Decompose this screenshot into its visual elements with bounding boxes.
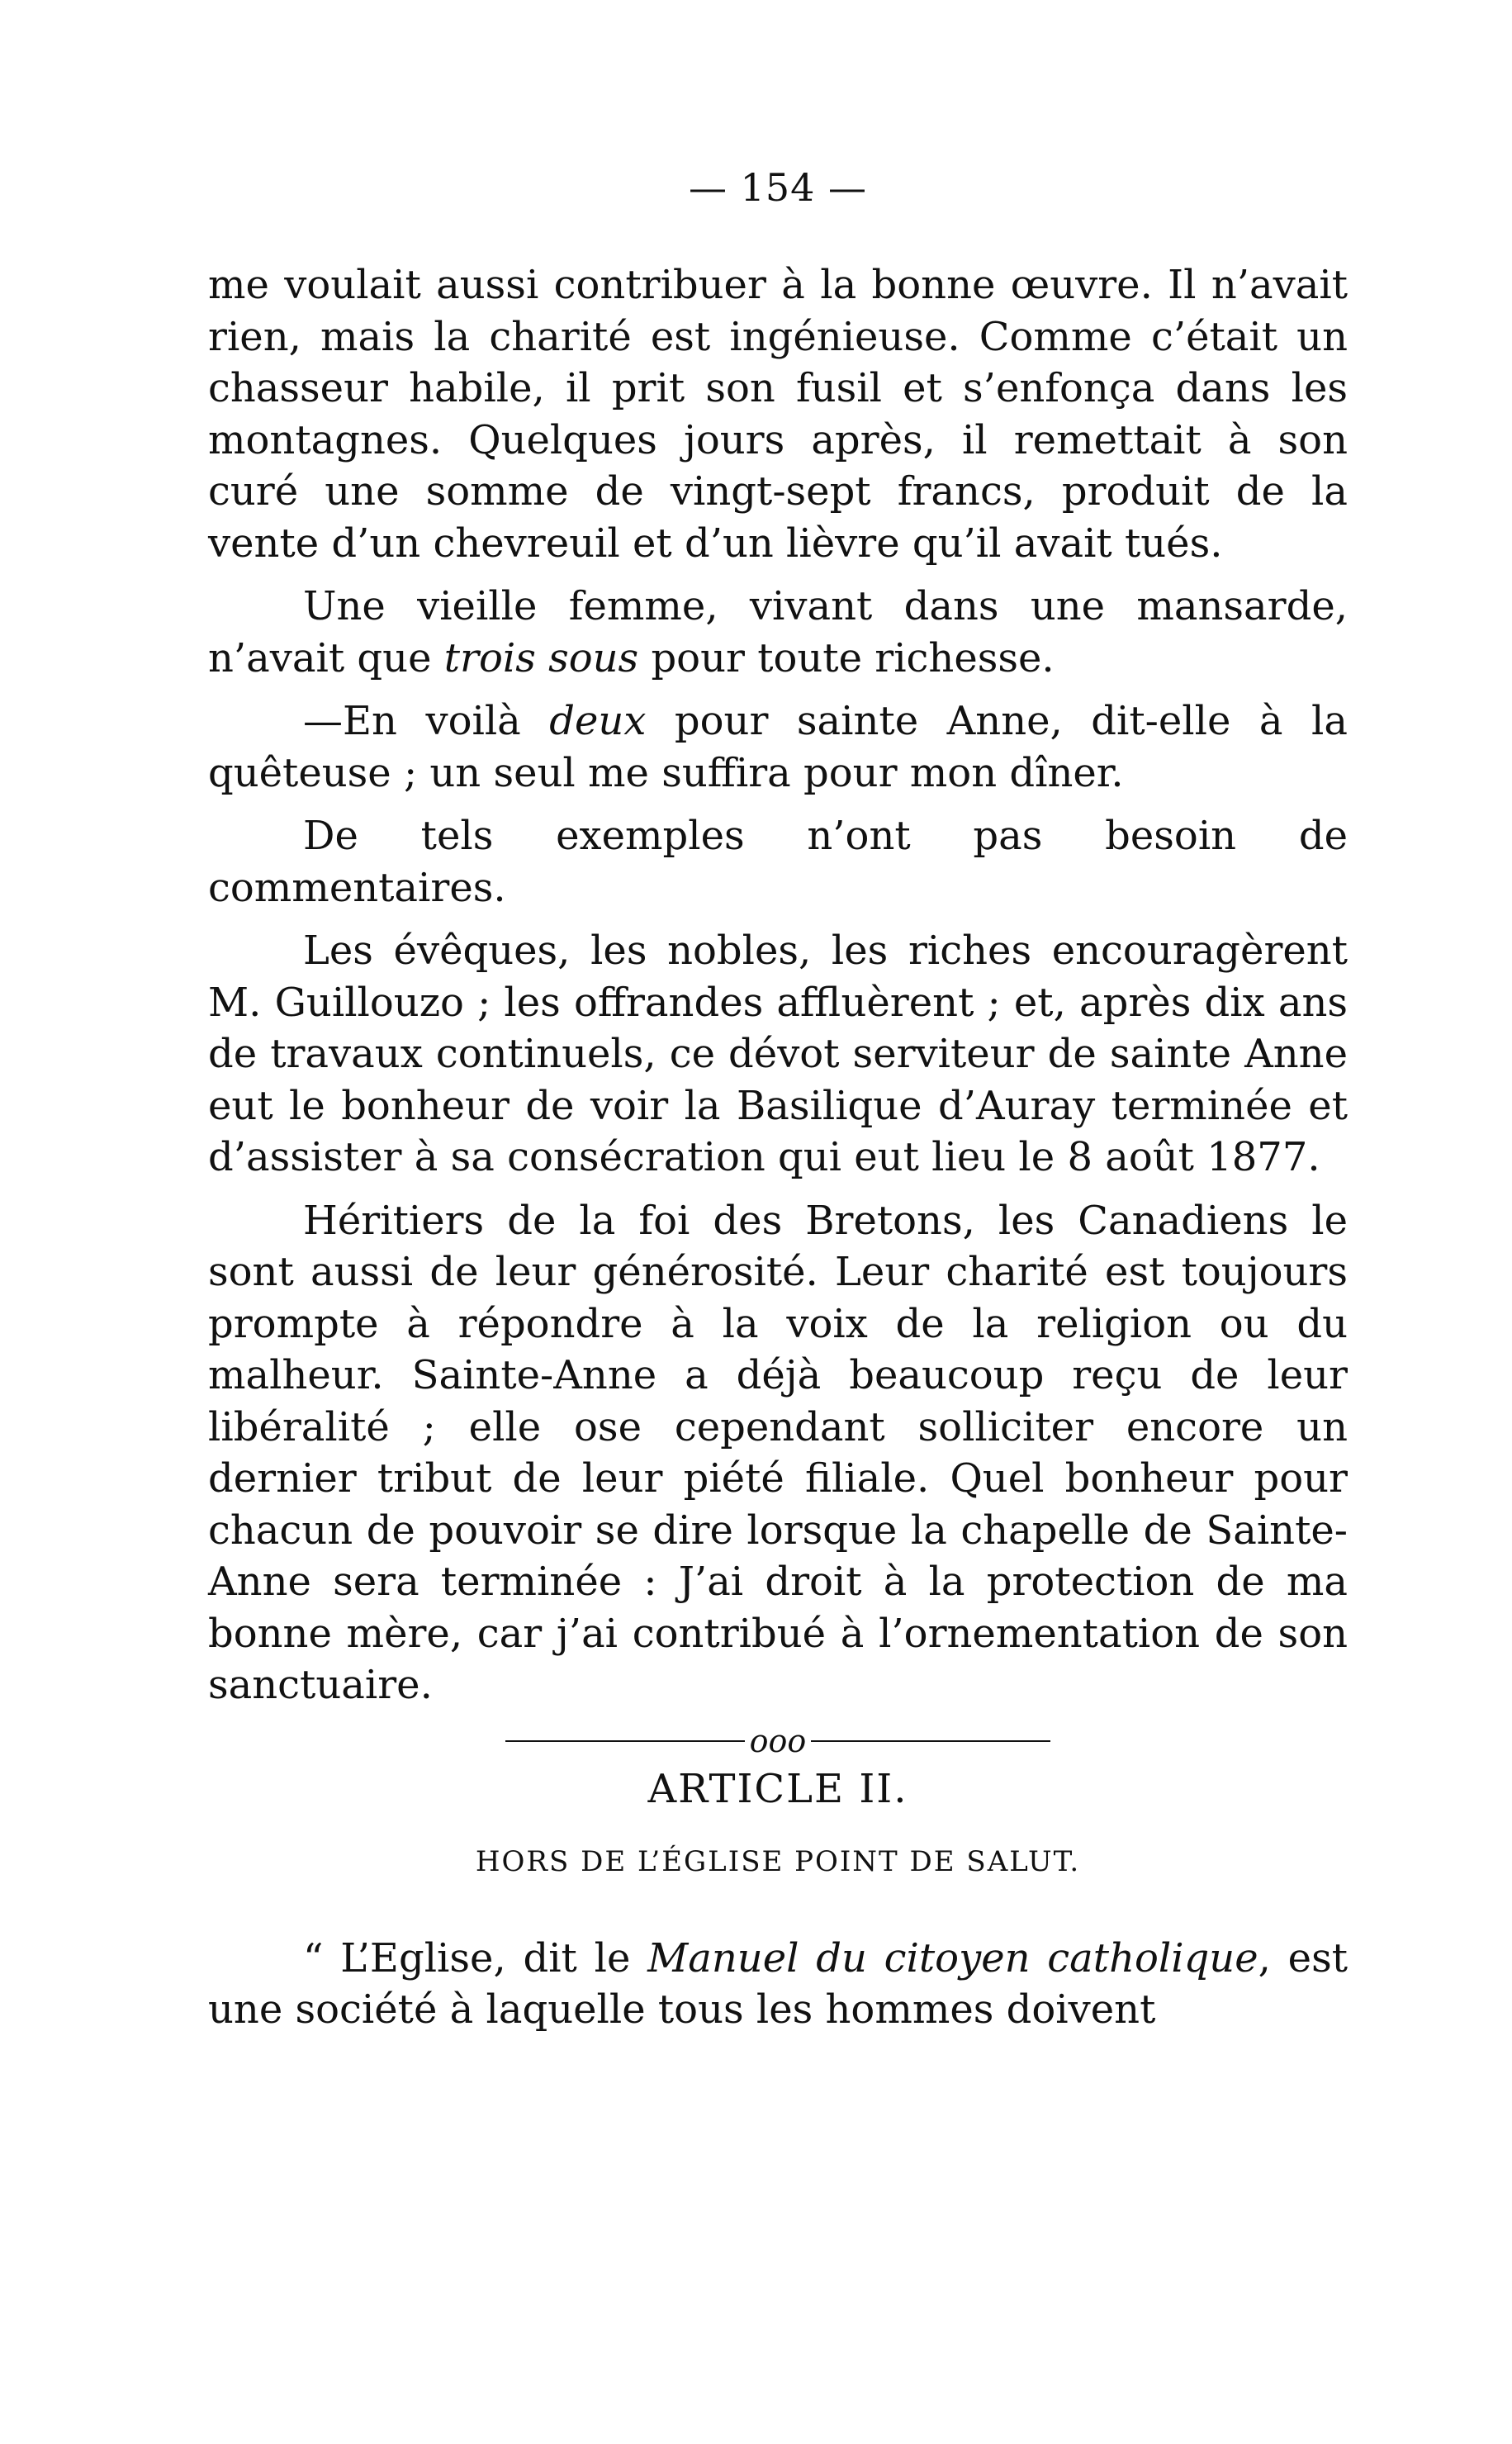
section-separator — [208, 1723, 1348, 1759]
article-subtitle: HORS DE L’ÉGLISE POINT DE SALUT. — [475, 1844, 1081, 1878]
page-number: — 154 — — [688, 165, 868, 210]
separator-mark: ooo — [749, 1722, 807, 1759]
paragraph-church-text-end: , est une société à laquelle tous les hommes doivent — [208, 1934, 1348, 2033]
paragraph-church-text: “ L’Eglise, dit le — [303, 1934, 648, 1981]
paragraph-quote-italic: deux — [549, 698, 647, 744]
paragraph-church-italic: Manuel du citoyen catholique — [647, 1934, 1258, 1981]
paragraph-quote-text-end: pour sainte Anne, dit-elle à la quêteuse ; un seul me suffira pour mon dîner. — [208, 698, 1348, 796]
paragraph-old-woman-text-end: pour toute richesse. — [638, 634, 1055, 681]
paragraph-quote-text: —En voilà — [303, 698, 550, 744]
paragraph-quote — [208, 695, 1348, 799]
paragraph-heirs: Héritiers de la foi des Bretons, les Canadiens le sont aussi de leur générosité. Leur charité est toujours prompte à répondre à la voix de la religion ou du malheur. Sainte-Anne a déjà beaucoup reçu de leur libéralité ; elle ose cependant solliciter encore un dernier tribut de leur piété filiale. Quel bonheur pour chacun de pouvoir se dire lorsque la chapelle de Sainte-Anne sera terminée : J’ai droit à la protection de ma bonne mère, car j’ai contribué à l’ornementation de son sanctuaire. — [208, 1197, 1348, 1708]
book-page — [208, 165, 1348, 2048]
paragraph-old-woman-italic: trois sous — [443, 634, 639, 681]
separator-rule-left — [505, 1740, 745, 1742]
paragraph-hunter: me voulait aussi contribuer à la bonne œuvre. Il n’avait rien, mais la charité est ingénieuse. Comme c’était un chasseur habile, il prit son fusil et s’enfonça dans les montagnes. Quelques jours après, il remettait à son curé une somme de vingt-sept francs, produit de la vente d’un chevreuil et d’un lièvre qu’il avait tués. — [208, 262, 1348, 567]
paragraph-bishops: Les évêques, les nobles, les riches encouragèrent M. Guillouzo ; les offrandes affluèrent ; et, après dix ans de travaux continuels, ce dévot serviteur de sainte Anne eut le bonheur de voir la Basilique d’Auray terminée et d’assister à sa consécration qui eut lieu le 8 août 1877. — [208, 928, 1348, 1180]
paragraph-examples: De tels exemples n’ont pas besoin de commentaires. — [208, 813, 1348, 911]
paragraph-church — [208, 1933, 1348, 2036]
article-title: ARTICLE II. — [647, 1765, 908, 1812]
paragraph-old-woman-text: Une vieille femme, vivant dans une mansarde, n’avait que — [208, 583, 1348, 681]
paragraph-old-woman — [208, 581, 1348, 684]
separator-rule-right — [811, 1740, 1050, 1742]
